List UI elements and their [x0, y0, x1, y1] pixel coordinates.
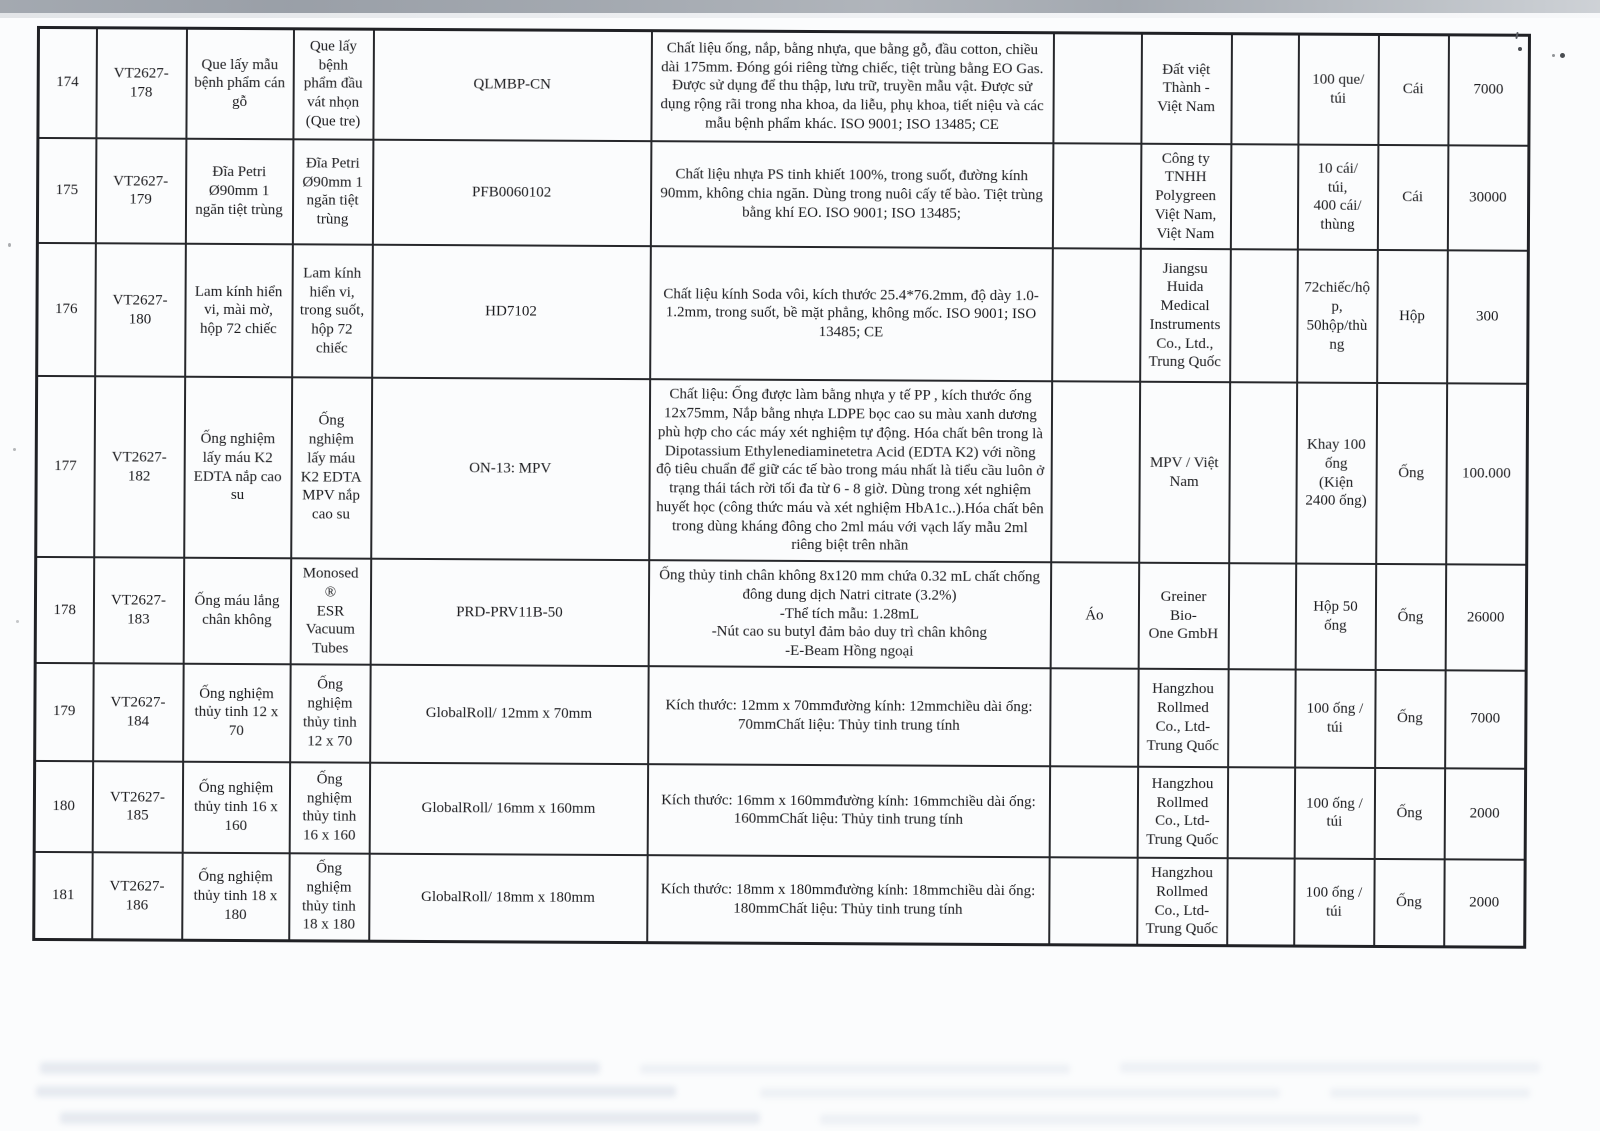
- cell-quantity: 100.000: [1446, 384, 1528, 565]
- cell-description: Kích thước: 16mm x 160mmđường kính: 16mmchiều dài ống: 160mmChất liệu: Thủy tinh trung tính: [647, 764, 1049, 857]
- cell-quantity: 2000: [1444, 768, 1525, 859]
- cell-extra: [1230, 249, 1298, 382]
- cell-packaging: 100 ống / túi: [1294, 858, 1374, 946]
- cell-item-code: VT2627-185: [92, 761, 182, 852]
- cell-model-code: PRD-PRV11B-50: [370, 559, 649, 666]
- cell-quantity: 7000: [1445, 670, 1527, 768]
- cell-alt-name: Đĩa Petri Ø90mm 1 ngăn tiệt trùng: [292, 139, 373, 245]
- cell-alt-name: Que lấy bệnh phẩm đầu vát nhọn (Que tre): [293, 29, 374, 139]
- cell-alt-name: Lam kính hiển vi, trong suốt, hộp 72 chiếc: [292, 245, 373, 378]
- cell-manufacturer: MPV / Việt Nam: [1139, 382, 1230, 563]
- cell-item-code: VT2627-182: [94, 377, 185, 558]
- cell-unit: Ống: [1374, 859, 1444, 947]
- cell-item-name: Que lấy mẫu bệnh phẩm cán gỗ: [186, 28, 294, 139]
- cell-manufacturer: Công ty TNHH Polygreen Việt Nam, Việt Nam: [1140, 143, 1231, 249]
- cell-model-code: QLMBP-CN: [373, 29, 652, 140]
- supply-list-table: [32, 26, 1531, 949]
- cell-packaging: 10 cái/ túi, 400 cái/ thùng: [1297, 144, 1378, 250]
- cell-unit: Ống: [1374, 768, 1444, 859]
- cell-model-code: GlobalRoll/ 12mm x 70mm: [370, 664, 649, 763]
- cell-item-name: Ống nghiệm thủy tinh 12 x 70: [183, 663, 291, 762]
- cell-extra: [1231, 34, 1299, 144]
- cell-packaging: 100 ống / túi: [1295, 669, 1376, 767]
- cell-row-number: 176: [37, 243, 96, 376]
- cell-extra: [1229, 382, 1297, 563]
- cell-row-number: 177: [36, 376, 95, 557]
- cell-unit: Cái: [1378, 34, 1449, 144]
- cell-item-code: VT2627-179: [95, 138, 186, 244]
- cell-packaging: 100 que/ túi: [1298, 34, 1379, 144]
- table-row: [37, 243, 1529, 384]
- cell-extra: [1228, 669, 1296, 767]
- cell-unit: Ống: [1375, 564, 1446, 670]
- cell-extra: [1230, 144, 1298, 250]
- cell-model-code: PFB0060102: [372, 139, 651, 246]
- cell-quantity: 7000: [1448, 35, 1530, 145]
- table-row: [34, 761, 1525, 860]
- cell-item-name: Ống nghiệm thủy tinh 16 x 160: [182, 761, 289, 853]
- cell-row-number: 180: [34, 761, 92, 852]
- ink-speck: [16, 620, 19, 623]
- bleed-through: [36, 1086, 676, 1097]
- cell-description: Chất liệu: Ống được làm bằng nhựa y tế PP , kích thước ống 12x75mm, Nắp bằng nhựa LDPE bọc cao su màu xanh dương phù hợp cho các máy xét nghiệm tự động. Hóa chất bên trong là Dipotassium Ethylenediaminetetra Acid (EDTA K2) với nồng độ tiêu chuẩn để giữ các tế bào trong máu nhất là tiểu cầu luôn ở trạng thái tách rời tối đa từ 6 - 8 giờ. Dùng trong xét nghiệm huyết học (công thức máu và xét nghiệm HbA1c..).Hóa chất bên trong dùng kháng đông cho 2ml máu với vạch lấy mẫu 2ml riêng biệt trên nhãn: [649, 379, 1052, 562]
- cell-quantity: 300: [1447, 251, 1529, 384]
- cell-manufacturer: Hangzhou Rollmed Co., Ltd- Trung Quốc: [1138, 668, 1229, 766]
- cell-description: Ống thủy tinh chân không 8x120 mm chứa 0.32 mL chất chống đông dung dịch Natri citrate (3.2%) -Thể tích mẫu: 1.28mL -Nút cao su butyl đảm bảo duy trì chân không -E-Beam Hồng ngoại: [648, 560, 1051, 668]
- cell-model-code: ON-13: MPV: [371, 378, 650, 560]
- cell-extra: [1228, 563, 1296, 669]
- ink-speck: [1518, 47, 1522, 51]
- cell-manufacturer: Hangzhou Rollmed Co., Ltd- Trung Quốc: [1137, 857, 1227, 945]
- cell-unit: Ống: [1375, 670, 1446, 768]
- cell-quantity: 30000: [1447, 145, 1529, 251]
- bleed-through: [1120, 1062, 1540, 1073]
- table-row: [37, 137, 1529, 251]
- cell-origin: Áo: [1050, 562, 1139, 668]
- cell-description: Kích thước: 18mm x 180mmđường kính: 18mmchiều dài ống: 180mmChất liệu: Thủy tinh trung tính: [647, 855, 1049, 945]
- document-sheet: [32, 26, 1531, 949]
- cell-origin: [1049, 857, 1137, 945]
- cell-row-number: 179: [35, 663, 94, 761]
- table-row: [35, 557, 1527, 671]
- cell-quantity: 26000: [1445, 564, 1527, 670]
- cell-row-number: 181: [34, 852, 92, 940]
- cell-row-number: 174: [38, 27, 97, 137]
- table-row: [35, 663, 1526, 769]
- cell-origin: [1052, 249, 1141, 382]
- cell-origin: [1051, 382, 1140, 563]
- cell-alt-name: Ống nghiệm lấy máu K2 EDTA MPV nắp cao su: [291, 378, 372, 559]
- cell-unit: Hộp: [1377, 250, 1448, 383]
- bleed-through: [760, 1088, 1280, 1098]
- ink-speck: [1552, 54, 1555, 57]
- bleed-through: [40, 1062, 600, 1074]
- cell-manufacturer: Đất việt Thành - Việt Nam: [1141, 33, 1232, 143]
- cell-manufacturer: Hangzhou Rollmed Co., Ltd- Trung Quốc: [1137, 766, 1227, 857]
- cell-packaging: 72chiếc/hộ p, 50hộp/thù ng: [1297, 250, 1378, 383]
- cell-alt-name: Ống nghiệm thủy tinh 12 x 70: [290, 664, 371, 762]
- cell-model-code: GlobalRoll/ 16mm x 160mm: [369, 762, 647, 854]
- ink-speck: [1560, 53, 1565, 58]
- cell-item-name: Ống máu lắng chân không: [183, 558, 291, 664]
- cell-extra: [1227, 767, 1294, 858]
- cell-extra: [1227, 858, 1294, 946]
- scanner-edge-fade: [0, 13, 1600, 18]
- cell-manufacturer: Greiner Bio- One GmbH: [1138, 563, 1229, 669]
- cell-item-name: Lam kính hiển vi, mài mờ, hộp 72 chiếc: [185, 244, 293, 378]
- scanner-edge-band: [0, 0, 1600, 13]
- cell-alt-name: Ống nghiệm thủy tinh 18 x 180: [289, 853, 369, 941]
- cell-alt-name: Ống nghiệm thủy tinh 16 x 160: [289, 762, 369, 853]
- ink-speck: [8, 243, 11, 247]
- cell-model-code: GlobalRoll/ 18mm x 180mm: [369, 853, 647, 942]
- cell-item-name: Ống nghiệm lấy máu K2 EDTA nắp cao su: [184, 377, 292, 558]
- bleed-through: [1330, 1088, 1530, 1098]
- cell-description: Chất liệu nhựa PS tinh khiết 100%, trong suốt, đường kính 90mm, không chia ngăn. Dùng trong nuôi cấy tế bào. Tiệt trùng bằng khí EO. ISO 9001; ISO 13485;: [650, 141, 1053, 249]
- table-row: [38, 27, 1530, 145]
- cell-origin: [1052, 143, 1141, 249]
- table-row: [36, 376, 1528, 565]
- cell-unit: Ống: [1376, 383, 1447, 564]
- cell-manufacturer: Jiangsu Huida Medical Instruments Co., Ltd., Trung Quốc: [1140, 249, 1231, 382]
- cell-row-number: 175: [37, 137, 96, 243]
- cell-item-code: VT2627-184: [93, 663, 184, 761]
- cell-origin: [1049, 766, 1137, 857]
- cell-model-code: HD7102: [372, 245, 651, 379]
- cell-item-name: Ống nghiệm thủy tinh 18 x 180: [182, 852, 289, 941]
- cell-item-code: VT2627-180: [95, 244, 186, 377]
- cell-description: Chất liệu kính Soda vôi, kích thước 25.4*76.2mm, độ dày 1.0-1.2mm, trong suốt, bề mặt phẳng, không mốc. ISO 9001; ISO 13485; CE: [650, 246, 1053, 381]
- cell-packaging: Khay 100 ống (Kiện 2400 ống): [1296, 383, 1377, 564]
- cell-row-number: 178: [35, 557, 94, 663]
- cell-item-code: VT2627-186: [92, 852, 182, 940]
- cell-item-name: Đĩa Petri Ø90mm 1 ngăn tiệt trùng: [185, 138, 293, 244]
- ink-speck: [13, 448, 16, 451]
- cell-unit: Cái: [1377, 144, 1448, 250]
- cell-alt-name: Monosed® ESR Vacuum Tubes: [290, 558, 371, 664]
- cell-origin: [1053, 33, 1142, 143]
- cell-item-code: VT2627-183: [93, 557, 184, 663]
- cell-origin: [1050, 668, 1139, 766]
- table-row: [34, 852, 1525, 948]
- bleed-through: [820, 1114, 1420, 1125]
- cell-description: Kích thước: 12mm x 70mmđường kính: 12mmchiều dài ống: 70mmChất liệu: Thủy tinh trung tính: [648, 666, 1051, 766]
- bleed-through: [60, 1112, 760, 1124]
- table-body: [34, 27, 1530, 947]
- bleed-through: [640, 1064, 1070, 1074]
- cell-item-code: VT2627-178: [96, 28, 187, 138]
- cell-quantity: 2000: [1444, 859, 1525, 947]
- cell-description: Chất liệu ống, nắp, bằng nhựa, que bằng gỗ, đầu cotton, chiều dài 175mm. Đóng gói riêng từng chiếc, tiệt trùng bằng EO Gas. Được sử dụng để thu thập, lưu trữ, truyền mẫu vật. Được sử dụng rộng rãi trong nha khoa, da liễu, phụ khoa, tiết niệu và các mẫu bệnh phẩm khác. ISO 9001; ISO 13485; CE: [651, 31, 1054, 143]
- cell-packaging: Hộp 50 ống: [1295, 564, 1376, 670]
- cell-packaging: 100 ống / túi: [1294, 767, 1374, 858]
